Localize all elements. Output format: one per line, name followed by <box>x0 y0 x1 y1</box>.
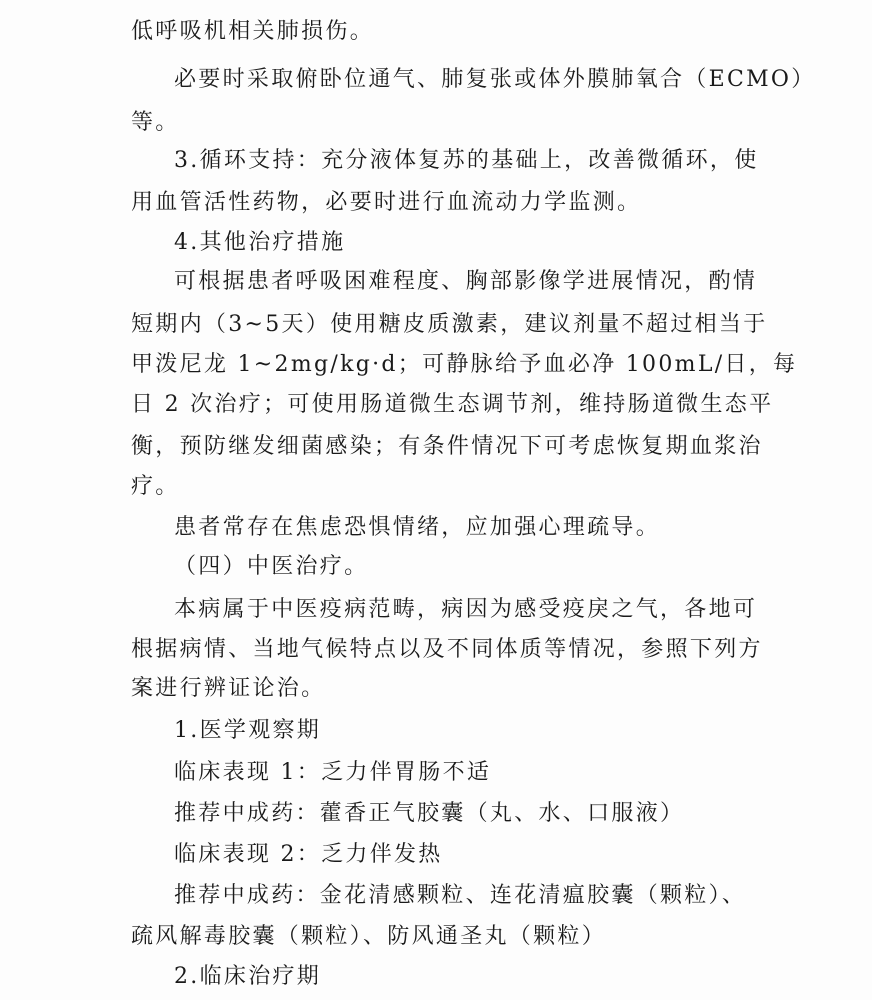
text-line: 疗。 <box>131 474 180 499</box>
text-line: 用血管活性药物，必要时进行血流动力学监测。 <box>131 190 642 215</box>
text-line: 推荐中成药：藿香正气胶囊（丸、水、口服液） <box>174 801 685 826</box>
text-line: 甲泼尼龙 1~2mg/kg·d；可静脉给予血必净 100mL/日，每 <box>131 352 798 377</box>
text-line: 临床表现 2：乏力伴发热 <box>174 842 443 867</box>
text-line: 必要时采取俯卧位通气、肺复张或体外膜肺氧合（ECMO） <box>174 67 816 92</box>
text-line: 患者常存在焦虑恐惧情绪，应加强心理疏导。 <box>174 515 661 540</box>
section-heading-other-treatments: 4.其他治疗措施 <box>174 230 346 255</box>
text-line: 衡，预防继发细菌感染；有条件情况下可考虑恢复期血浆治 <box>131 434 763 459</box>
text-line: 短期内（3~5天）使用糖皮质激素，建议剂量不超过相当于 <box>131 312 768 337</box>
text-line: 推荐中成药：金花清感颗粒、连花清瘟胶囊（颗粒）、 <box>174 883 747 908</box>
text-line: 等。 <box>131 110 180 135</box>
section-heading-clinical-treatment-period: 2.临床治疗期 <box>174 964 322 989</box>
section-heading-tcm-treatment: （四）中医治疗。 <box>174 554 369 579</box>
text-line: 本病属于中医疫病范畴，病因为感受疫戾之气，各地可 <box>174 597 758 622</box>
text-line: 日 2 次治疗；可使用肠道微生态调节剂，维持肠道微生态平 <box>131 392 774 417</box>
section-heading-observation-period: 1.医学观察期 <box>174 718 322 743</box>
text-line: 疏风解毒胶囊（颗粒）、防风通圣丸（颗粒） <box>131 924 607 949</box>
text-line: 根据病情、当地气候特点以及不同体质等情况，参照下列方 <box>131 637 763 662</box>
text-line: 案进行辨证论治。 <box>131 676 326 701</box>
section-heading-circulatory-support: 3.循环支持：充分液体复苏的基础上，改善微循环，使 <box>174 148 759 173</box>
text-line: 临床表现 1：乏力伴胃肠不适 <box>174 760 492 785</box>
text-line: 可根据患者呼吸困难程度、胸部影像学进展情况，酌情 <box>174 269 758 294</box>
text-line: 低呼吸机相关肺损伤。 <box>131 19 375 44</box>
